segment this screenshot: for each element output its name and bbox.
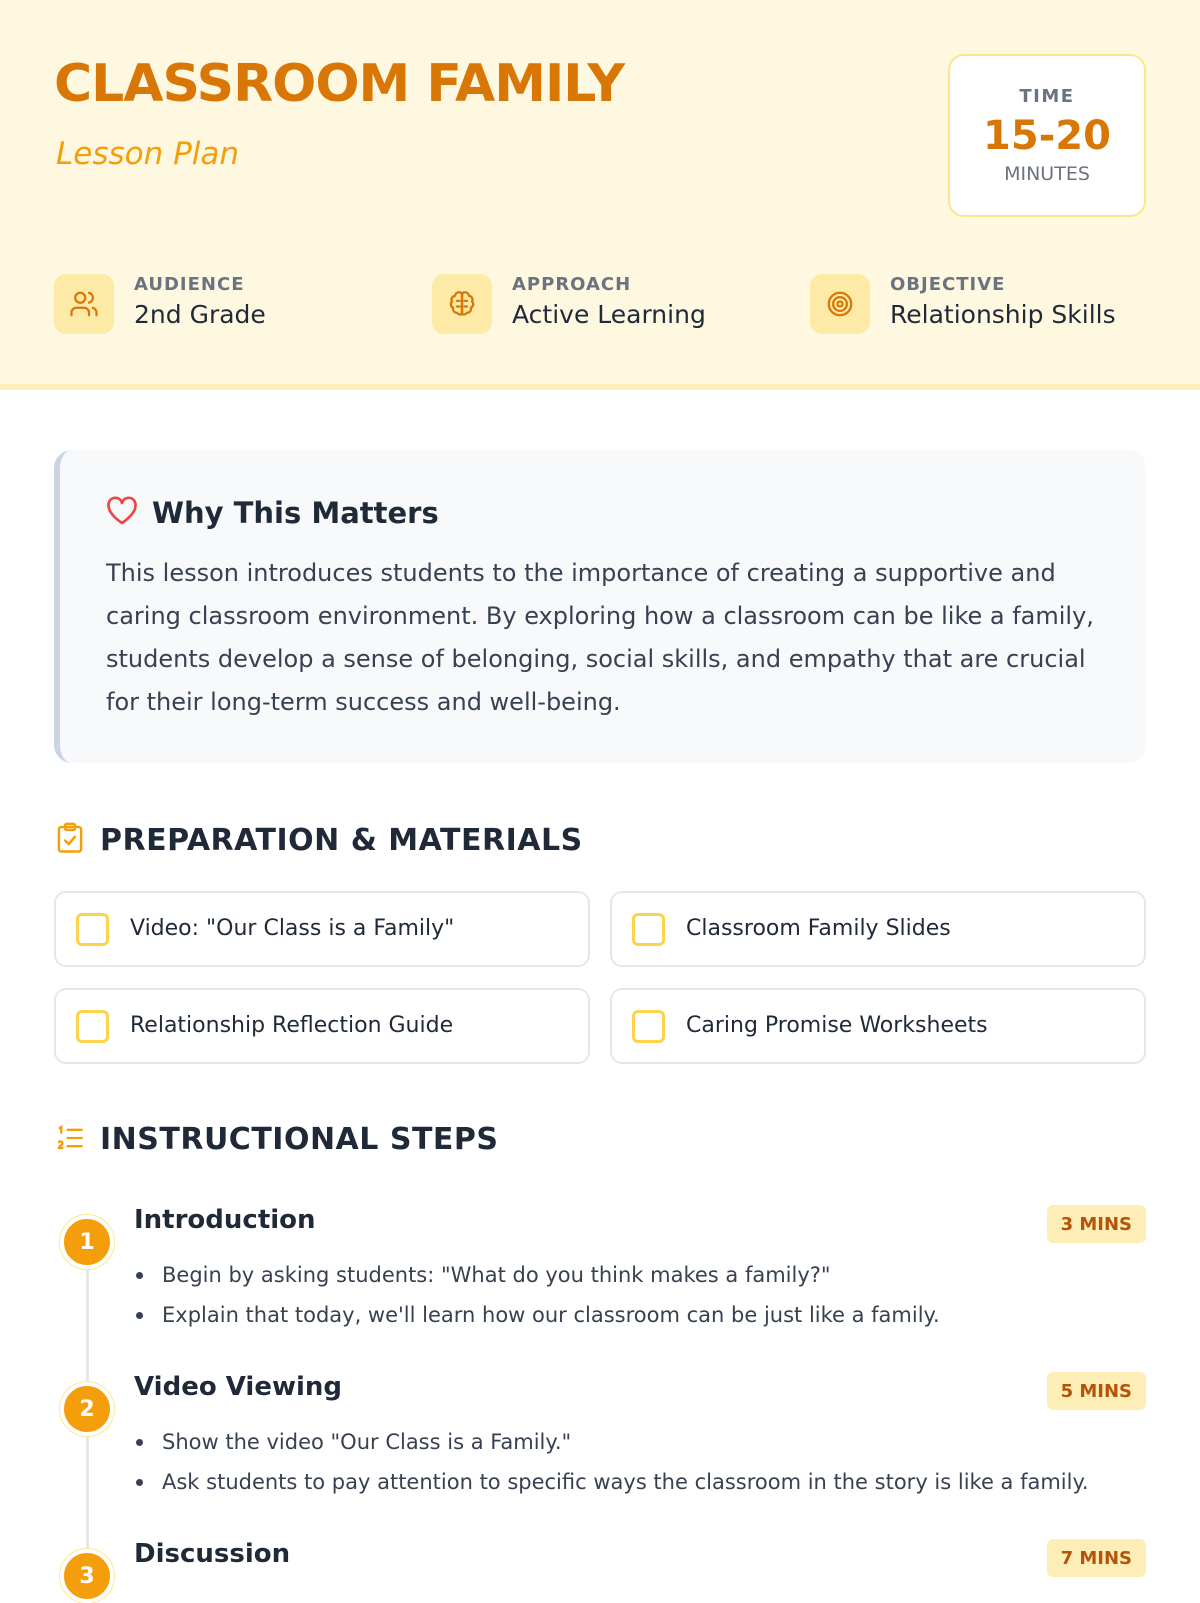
meta-value: Active Learning	[512, 300, 706, 329]
clipboard-check-icon	[56, 822, 84, 858]
step-title: Discussion	[134, 1539, 291, 1569]
material-label: Video: "Our Class is a Family"	[130, 916, 455, 941]
materials-heading	[56, 822, 583, 858]
meta-value: Relationship Skills	[890, 300, 1116, 329]
brain-icon	[432, 274, 492, 334]
target-icon	[810, 274, 870, 334]
material-label: Caring Promise Worksheets	[686, 1013, 988, 1038]
users-icon	[54, 274, 114, 334]
step-bullet: Begin by asking students: "What do you think makes a family?"	[134, 1255, 1134, 1295]
material-item[interactable]	[610, 891, 1146, 967]
material-item[interactable]	[54, 891, 590, 967]
meta-label: OBJECTIVE	[890, 274, 1006, 295]
step-bullet: Explain that today, we'll learn how our classroom can be just like a family.	[134, 1295, 1134, 1335]
material-checkbox[interactable]	[632, 913, 665, 946]
step-bullet: Ask students to pay attention to specific ways the classroom in the story is like a family.	[134, 1462, 1134, 1502]
meta-label: APPROACH	[512, 274, 632, 295]
time-unit: MINUTES	[1004, 163, 1090, 185]
material-item[interactable]	[610, 988, 1146, 1064]
why-this-matters-card	[54, 450, 1146, 763]
step-bullet-list	[134, 1255, 1134, 1335]
heart-icon	[106, 496, 138, 530]
why-title: Why This Matters	[152, 496, 439, 530]
material-label: Classroom Family Slides	[686, 916, 951, 941]
why-heading	[106, 496, 439, 530]
step-title: Introduction	[134, 1205, 316, 1235]
step-duration-badge: 7 MINS	[1047, 1539, 1146, 1577]
step-title: Video Viewing	[134, 1372, 342, 1402]
material-checkbox[interactable]	[76, 913, 109, 946]
materials-title: PREPARATION & MATERIALS	[100, 822, 583, 858]
step-duration-badge: 3 MINS	[1047, 1205, 1146, 1243]
step-number: 3	[60, 1549, 114, 1603]
page-title: CLASSROOM FAMILY	[54, 54, 624, 114]
step-number: 2	[60, 1382, 114, 1436]
time-card	[948, 54, 1146, 217]
lesson-header	[0, 0, 1200, 390]
meta-value: 2nd Grade	[134, 300, 266, 329]
material-item[interactable]	[54, 988, 590, 1064]
step-bullet-list	[134, 1422, 1134, 1502]
steps-heading	[56, 1122, 499, 1157]
time-label: TIME	[1019, 86, 1075, 107]
page-subtitle: Lesson Plan	[56, 136, 240, 172]
why-text: This lesson introduces students to the importance of creating a supportive and caring classroom environment. By exploring how a classroom can be like a family, students develop a sense of belonging, social skills, and empathy that are crucial for their long-term success and well-being.	[106, 559, 1094, 716]
material-label: Relationship Reflection Guide	[130, 1013, 454, 1038]
steps-title: INSTRUCTIONAL STEPS	[100, 1122, 499, 1157]
numbered-list-icon	[56, 1124, 84, 1156]
material-checkbox[interactable]	[632, 1010, 665, 1043]
material-checkbox[interactable]	[76, 1010, 109, 1043]
step-number: 1	[60, 1215, 114, 1269]
step-bullet: Show the video "Our Class is a Family."	[134, 1422, 1134, 1462]
time-value: 15-20	[983, 113, 1111, 159]
step-duration-badge: 5 MINS	[1047, 1372, 1146, 1410]
meta-label: AUDIENCE	[134, 274, 245, 295]
